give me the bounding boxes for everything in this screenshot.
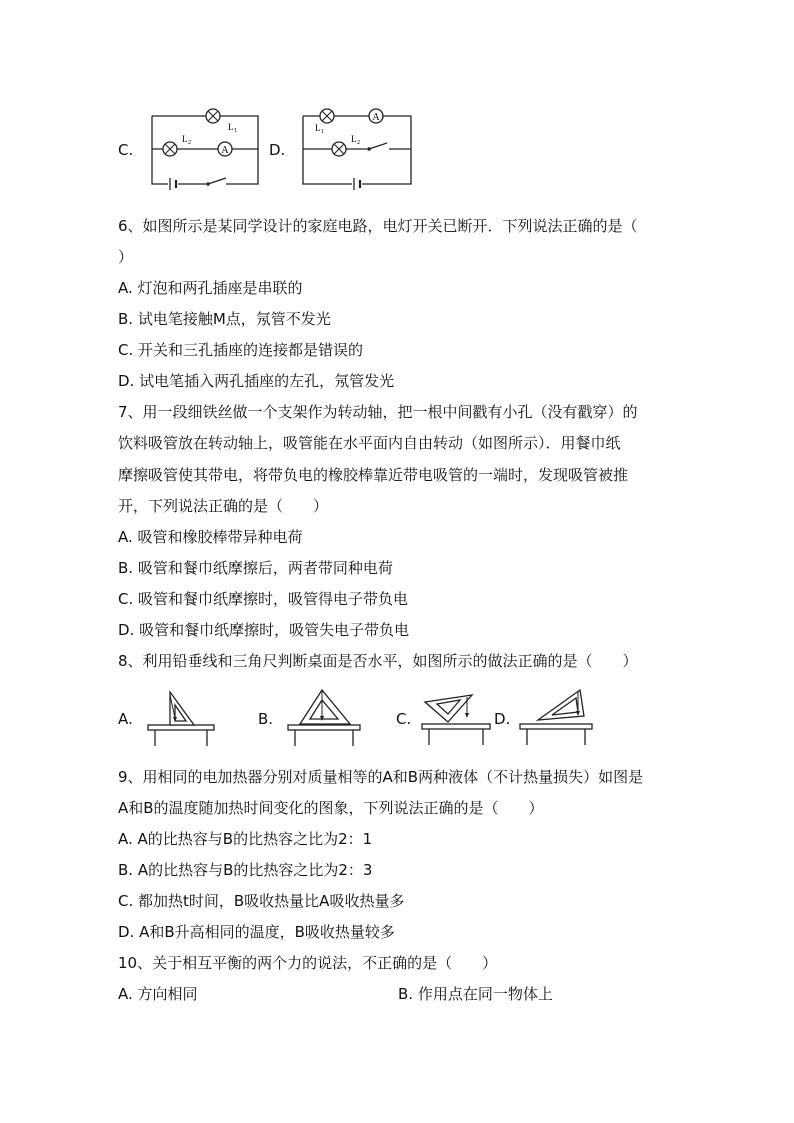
q8-option-a-label: A. [118, 710, 133, 728]
svg-text:A: A [372, 112, 380, 123]
q9-option-b: B. A的比热容与B的比热容之比为2：3 [118, 861, 373, 879]
q7-option-c: C. 吸管和餐巾纸摩擦时，吸管得电子带负电 [118, 590, 409, 608]
q8-stem: 8、利用铅垂线和三角尺判断桌面是否水平，如图所示的做法正确的是（ ） [118, 652, 638, 670]
svg-text:L: L [228, 122, 234, 132]
plumb-bob-icon [465, 713, 469, 718]
q7-option-a: A. 吸管和橡胶棒带异种电荷 [118, 528, 303, 546]
q6-option-b: B. 试电笔接触M点，氖管不发光 [118, 310, 331, 328]
q8-figure-a [146, 688, 216, 748]
q5-circuit-c [146, 100, 264, 190]
q9-stem-line1: 9、用相同的电加热器分别对质量相等的A和B两种液体（不计热量损失）如图是 [118, 768, 644, 786]
q9-option-c: C. 都加热t时间，B吸收热量比A吸收热量多 [118, 892, 405, 910]
q5-circuit-d [297, 100, 417, 190]
q6-option-d: D. 试电笔插入两孔插座的左孔，氖管发光 [118, 372, 395, 390]
q7-stem-line1: 7、用一段细铁丝做一个支架作为转动轴，把一根中间戳有小孔（没有戳穿）的 [118, 403, 638, 421]
q6-stem-line1: 6、如图所示是某同学设计的家庭电路，电灯开关已断开．下列说法正确的是（ [118, 217, 638, 235]
q10-option-a: A. 方向相同 [118, 985, 198, 1003]
svg-text:L: L [351, 134, 357, 144]
q7-stem-line4: 开，下列说法正确的是（ ） [118, 497, 329, 515]
q9-option-d: D. A和B升高相同的温度，B吸收热量较多 [118, 923, 395, 941]
q8-figure-b [286, 686, 362, 748]
svg-text:1: 1 [234, 128, 237, 134]
svg-text:A: A [221, 145, 229, 156]
q9-option-a: A. A的比热容与B的比热容之比为2：1 [118, 830, 373, 848]
q6-option-a: A. 灯泡和两孔插座是串联的 [118, 279, 303, 297]
q7-option-d: D. 吸管和餐巾纸摩擦时，吸管失电子带负电 [118, 621, 410, 639]
q7-stem-line3: 摩擦吸管使其带电，将带负电的橡胶棒靠近带电吸管的一端时，发现吸管被推 [118, 466, 629, 484]
svg-text:L: L [315, 123, 321, 133]
q8-figure-c [420, 692, 492, 748]
q7-stem-line2: 饮料吸管放在转动轴上，吸管能在水平面内自由转动（如图所示）．用餐巾纸 [118, 434, 621, 452]
svg-text:1: 1 [321, 129, 324, 135]
q8-figure-d [518, 686, 594, 748]
q8-option-b-label: B. [258, 710, 274, 728]
svg-text:2: 2 [357, 140, 360, 146]
q8-option-c-label: C. [396, 710, 412, 728]
q6-stem-line2: ） [118, 248, 134, 266]
q5-option-d-label: D. [269, 141, 286, 159]
q7-option-b: B. 吸管和餐巾纸摩擦后，两者带同种电荷 [118, 559, 393, 577]
q10-option-b: B. 作用点在同一物体上 [398, 985, 553, 1003]
q6-option-c: C. 开关和三孔插座的连接都是错误的 [118, 341, 364, 359]
q5-option-c-label: C. [118, 141, 134, 159]
svg-text:2: 2 [188, 140, 191, 146]
svg-text:L: L [182, 134, 188, 144]
q10-stem: 10、关于相互平衡的两个力的说法，不正确的是（ ） [118, 954, 498, 972]
q8-option-d-label: D. [494, 710, 511, 728]
q9-stem-line2: A和B的温度随加热时间变化的图象，下列说法正确的是（ ） [118, 799, 544, 817]
